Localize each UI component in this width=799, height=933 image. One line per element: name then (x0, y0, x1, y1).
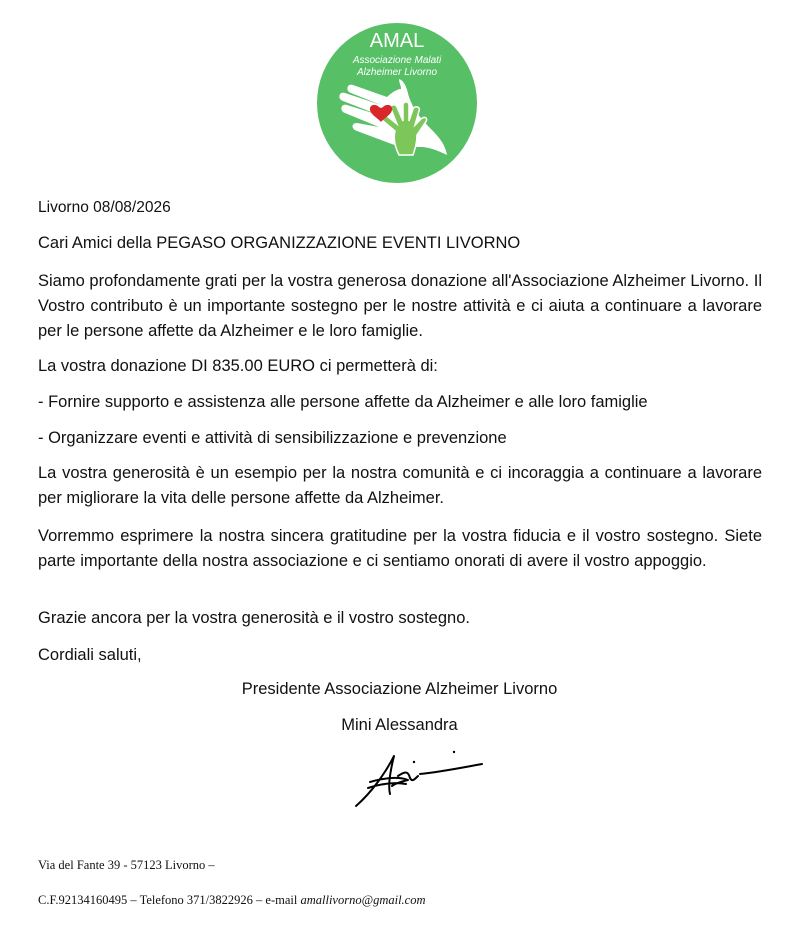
paragraph-gratitude-trust: Vorremmo esprimere la nostra sincera gratitudine per la vostra fiducia e il vostro sostegno. Siete parte importante della nostra associazione e ci sentiamo onorati di avere il vostro appoggio. (38, 527, 762, 570)
donation-line: La vostra donazione DI 835.00 EURO ci permetterà di: (38, 357, 438, 375)
bullet-support: - Fornire supporto e assistenza alle persone affette da Alzheimer e alle loro famiglie (38, 393, 648, 411)
logo-title: AMAL (369, 30, 425, 52)
bullet-events: - Organizzare eventi e attività di sensibilizzazione e prevenzione (38, 429, 507, 447)
footer-contacts (38, 893, 426, 908)
footer-email[interactable]: amallivorno@gmail.com (300, 893, 426, 907)
thanks-line: Grazie ancora per la vostra generosità e il vostro sostegno. (38, 609, 470, 627)
logo-subtitle-line1: Associazione Malati (352, 55, 442, 66)
amal-logo (317, 23, 477, 183)
signature (350, 742, 490, 819)
footer-address: Via del Fante 39 - 57123 Livorno – (38, 858, 215, 872)
footer-contacts-text: C.F.92134160495 – Telefono 371/3822926 – e-mail (38, 893, 301, 907)
signer-name: Mini Alessandra (341, 716, 458, 734)
logo-subtitle-line2: Alzheimer Livorno (356, 67, 438, 78)
closing-line: Cordiali saluti, (38, 646, 142, 664)
letter-date: Livorno 08/08/2026 (38, 199, 171, 216)
signer-role: Presidente Associazione Alzheimer Livorno (241, 680, 558, 698)
paragraph-gratitude: Siamo profondamente grati per la vostra generosa donazione all'Associazione Alzheimer Livorno. Il Vostro contributo è un importante sostegno per le nostre attività e ci aiuta a continuare a lavorare per le persone affette da Alzheimer e le loro famiglie. (38, 272, 762, 340)
paragraph-generosity: La vostra generosità è un esempio per la nostra comunità e ci incoraggia a continuare a lavorare per migliorare la vita delle persone affette da Alzheimer. (38, 464, 762, 507)
letter-salutation: Cari Amici della PEGASO ORGANIZZAZIONE EVENTI LIVORNO (38, 234, 521, 252)
